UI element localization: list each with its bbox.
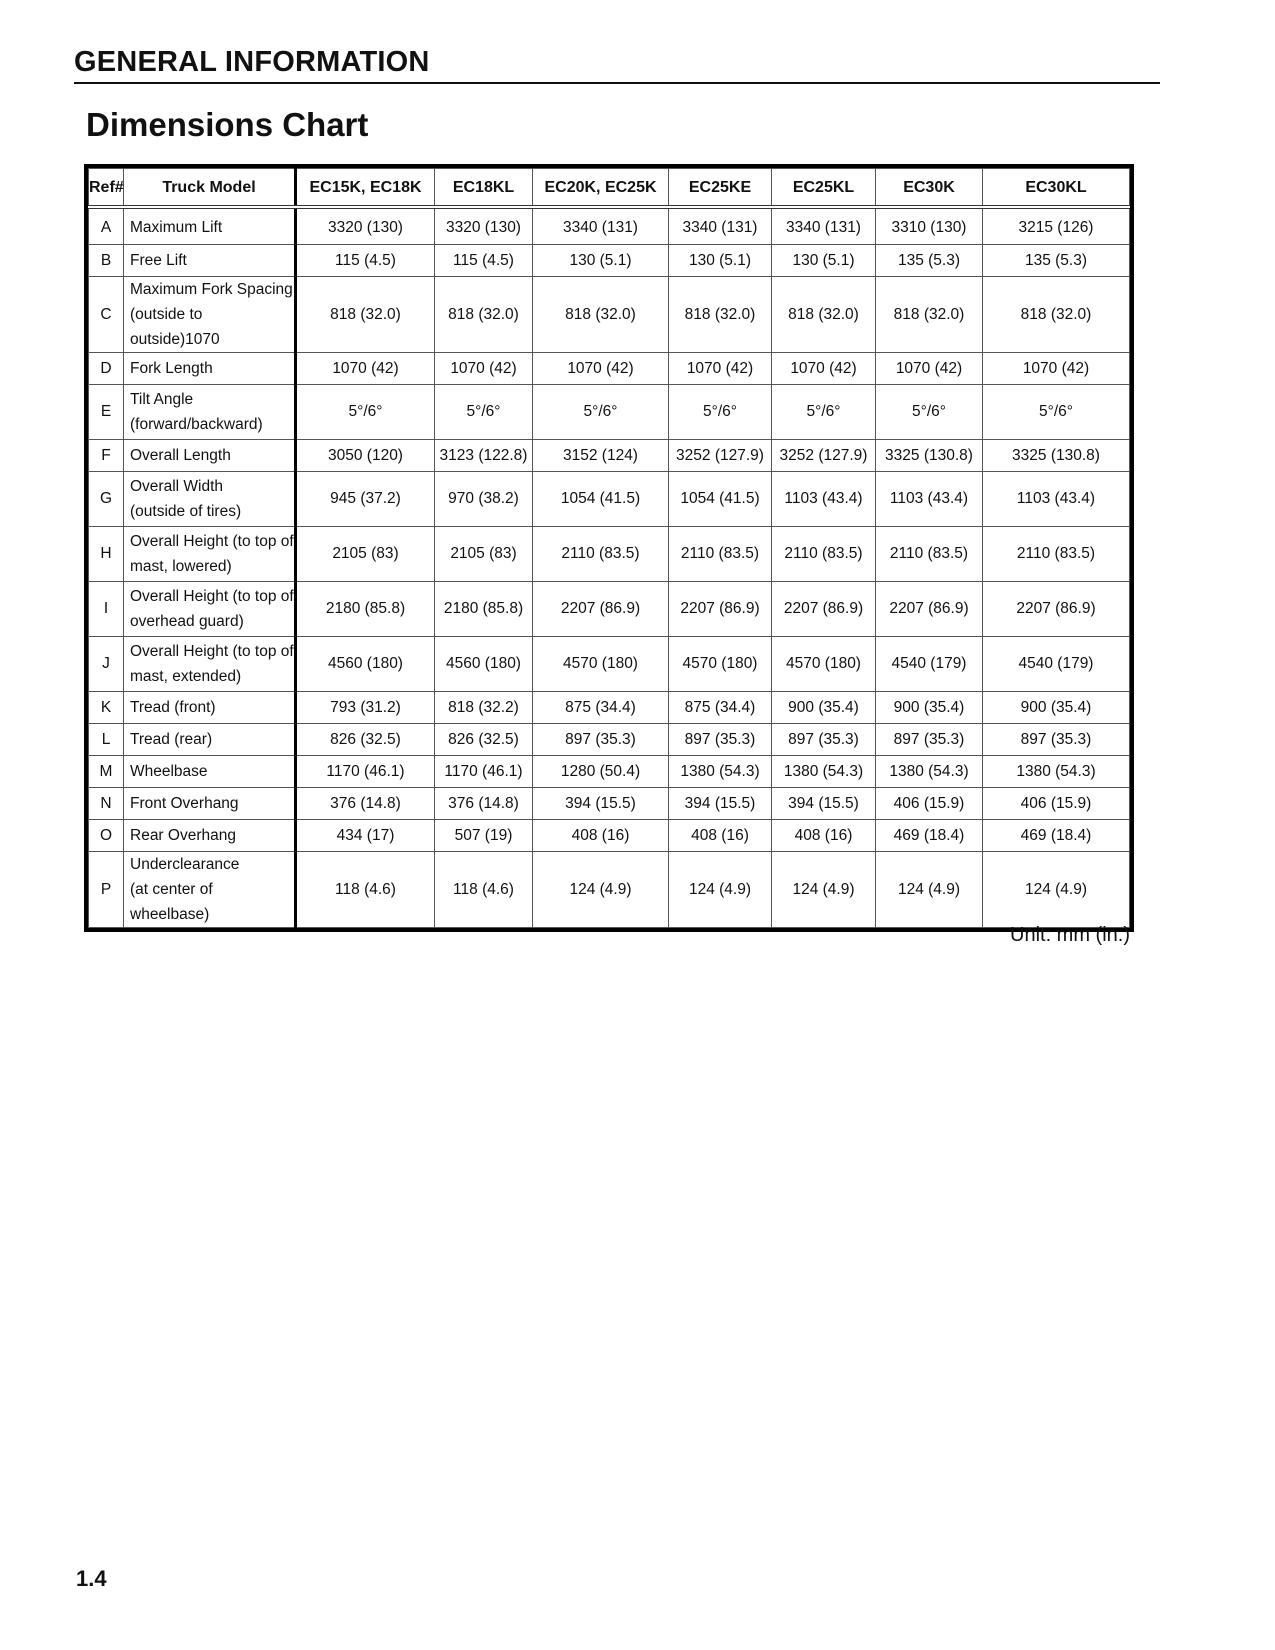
ref-cell: J bbox=[89, 636, 124, 691]
value-cell: 5°/6° bbox=[983, 384, 1130, 439]
value-cell: 2110 (83.5) bbox=[772, 526, 876, 581]
description-line: Maximum Fork Spacing bbox=[130, 280, 293, 298]
value-cell: 2110 (83.5) bbox=[983, 526, 1130, 581]
description-line: Overall Height (to top of bbox=[130, 642, 294, 660]
description-line: (outside of tires) bbox=[130, 502, 242, 520]
value-cell: 4570 (180) bbox=[669, 636, 772, 691]
column-header-model: EC18KL bbox=[435, 169, 533, 208]
value-cell: 2207 (86.9) bbox=[983, 581, 1130, 636]
value-cell: 2105 (83) bbox=[296, 526, 435, 581]
value-cell: 4540 (179) bbox=[983, 636, 1130, 691]
description-line: Maximum Lift bbox=[130, 219, 223, 237]
dimension-description-cell bbox=[124, 581, 296, 636]
ref-cell: A bbox=[89, 207, 124, 244]
value-cell: 818 (32.2) bbox=[435, 691, 533, 723]
value-cell: 1103 (43.4) bbox=[983, 471, 1130, 526]
value-cell: 3310 (130) bbox=[876, 207, 983, 244]
section-header bbox=[74, 44, 1160, 84]
value-cell: 818 (32.0) bbox=[983, 276, 1130, 352]
value-cell: 408 (16) bbox=[772, 819, 876, 851]
value-cell: 376 (14.8) bbox=[296, 787, 435, 819]
dimension-description-cell bbox=[124, 384, 296, 439]
value-cell: 826 (32.5) bbox=[296, 723, 435, 755]
dimension-description-cell bbox=[124, 636, 296, 691]
value-cell: 900 (35.4) bbox=[983, 691, 1130, 723]
dimension-description-cell bbox=[124, 207, 296, 244]
description-line: (outside to outside)1070 bbox=[130, 305, 220, 348]
value-cell: 135 (5.3) bbox=[983, 244, 1130, 276]
value-cell: 3325 (130.8) bbox=[876, 439, 983, 471]
table-row bbox=[89, 581, 1130, 636]
value-cell: 408 (16) bbox=[533, 819, 669, 851]
column-header-model: EC30K bbox=[876, 169, 983, 208]
value-cell: 875 (34.4) bbox=[533, 691, 669, 723]
value-cell: 124 (4.9) bbox=[983, 851, 1130, 927]
value-cell: 1070 (42) bbox=[533, 352, 669, 384]
value-cell: 115 (4.5) bbox=[435, 244, 533, 276]
value-cell: 406 (15.9) bbox=[983, 787, 1130, 819]
description-line: Overall Height (to top of bbox=[130, 532, 294, 550]
value-cell: 124 (4.9) bbox=[772, 851, 876, 927]
value-cell: 1103 (43.4) bbox=[772, 471, 876, 526]
value-cell: 1070 (42) bbox=[772, 352, 876, 384]
dimension-description-cell bbox=[124, 352, 296, 384]
table-row bbox=[89, 439, 1130, 471]
value-cell: 3123 (122.8) bbox=[435, 439, 533, 471]
description-line: Wheelbase bbox=[130, 762, 208, 780]
value-cell: 130 (5.1) bbox=[533, 244, 669, 276]
description-line: Rear Overhang bbox=[130, 826, 236, 844]
value-cell: 394 (15.5) bbox=[772, 787, 876, 819]
value-cell: 5°/6° bbox=[533, 384, 669, 439]
table-header-row bbox=[89, 169, 1130, 208]
value-cell: 1380 (54.3) bbox=[669, 755, 772, 787]
value-cell: 1070 (42) bbox=[296, 352, 435, 384]
description-line: Free Lift bbox=[130, 251, 187, 269]
dimensions-table bbox=[88, 168, 1130, 928]
dimension-description-cell bbox=[124, 471, 296, 526]
table-row bbox=[89, 755, 1130, 787]
value-cell: 1070 (42) bbox=[983, 352, 1130, 384]
value-cell: 394 (15.5) bbox=[533, 787, 669, 819]
ref-cell: G bbox=[89, 471, 124, 526]
column-header-truck-model: Truck Model bbox=[124, 169, 296, 208]
value-cell: 5°/6° bbox=[435, 384, 533, 439]
table-row bbox=[89, 787, 1130, 819]
description-line: mast, extended) bbox=[130, 667, 242, 685]
table-row bbox=[89, 384, 1130, 439]
value-cell: 1070 (42) bbox=[435, 352, 533, 384]
table-body bbox=[89, 207, 1130, 927]
page-title: Dimensions Chart bbox=[86, 106, 369, 143]
dimension-description-cell bbox=[124, 787, 296, 819]
value-cell: 507 (19) bbox=[435, 819, 533, 851]
dimension-description-cell bbox=[124, 819, 296, 851]
description-line: mast, lowered) bbox=[130, 557, 232, 575]
table-row bbox=[89, 276, 1130, 352]
value-cell: 2110 (83.5) bbox=[876, 526, 983, 581]
value-cell: 434 (17) bbox=[296, 819, 435, 851]
value-cell: 1054 (41.5) bbox=[533, 471, 669, 526]
value-cell: 818 (32.0) bbox=[669, 276, 772, 352]
value-cell: 1054 (41.5) bbox=[669, 471, 772, 526]
ref-cell: D bbox=[89, 352, 124, 384]
dimension-description-cell bbox=[124, 526, 296, 581]
ref-cell: H bbox=[89, 526, 124, 581]
value-cell: 818 (32.0) bbox=[533, 276, 669, 352]
value-cell: 897 (35.3) bbox=[876, 723, 983, 755]
table-row bbox=[89, 207, 1130, 244]
ref-cell: I bbox=[89, 581, 124, 636]
value-cell: 2207 (86.9) bbox=[533, 581, 669, 636]
ref-cell: O bbox=[89, 819, 124, 851]
value-cell: 1070 (42) bbox=[669, 352, 772, 384]
table-row bbox=[89, 244, 1130, 276]
value-cell: 3320 (130) bbox=[296, 207, 435, 244]
description-line: (at center of wheelbase) bbox=[130, 880, 213, 923]
column-header-model: EC20K, EC25K bbox=[533, 169, 669, 208]
value-cell: 793 (31.2) bbox=[296, 691, 435, 723]
value-cell: 408 (16) bbox=[669, 819, 772, 851]
page-number: 1.4 bbox=[76, 1566, 107, 1591]
dimension-description-cell bbox=[124, 851, 296, 927]
value-cell: 2180 (85.8) bbox=[435, 581, 533, 636]
value-cell: 897 (35.3) bbox=[772, 723, 876, 755]
value-cell: 3340 (131) bbox=[533, 207, 669, 244]
value-cell: 1380 (54.3) bbox=[983, 755, 1130, 787]
value-cell: 5°/6° bbox=[772, 384, 876, 439]
value-cell: 5°/6° bbox=[876, 384, 983, 439]
value-cell: 124 (4.9) bbox=[533, 851, 669, 927]
table-row bbox=[89, 851, 1130, 927]
value-cell: 3340 (131) bbox=[669, 207, 772, 244]
value-cell: 4570 (180) bbox=[533, 636, 669, 691]
value-cell: 1103 (43.4) bbox=[876, 471, 983, 526]
value-cell: 3320 (130) bbox=[435, 207, 533, 244]
column-header-model: EC15K, EC18K bbox=[296, 169, 435, 208]
value-cell: 900 (35.4) bbox=[772, 691, 876, 723]
value-cell: 897 (35.3) bbox=[669, 723, 772, 755]
dimensions-table-container bbox=[84, 164, 1134, 932]
value-cell: 135 (5.3) bbox=[876, 244, 983, 276]
description-line: Tilt Angle bbox=[130, 390, 194, 408]
value-cell: 115 (4.5) bbox=[296, 244, 435, 276]
ref-cell: L bbox=[89, 723, 124, 755]
dimension-description-cell bbox=[124, 439, 296, 471]
value-cell: 897 (35.3) bbox=[983, 723, 1130, 755]
description-line: Overall Length bbox=[130, 446, 231, 464]
table-row bbox=[89, 819, 1130, 851]
value-cell: 118 (4.6) bbox=[296, 851, 435, 927]
column-header-model: EC25KL bbox=[772, 169, 876, 208]
value-cell: 2110 (83.5) bbox=[669, 526, 772, 581]
value-cell: 4570 (180) bbox=[772, 636, 876, 691]
value-cell: 2110 (83.5) bbox=[533, 526, 669, 581]
value-cell: 1170 (46.1) bbox=[435, 755, 533, 787]
value-cell: 1070 (42) bbox=[876, 352, 983, 384]
value-cell: 118 (4.6) bbox=[435, 851, 533, 927]
value-cell: 2207 (86.9) bbox=[669, 581, 772, 636]
value-cell: 875 (34.4) bbox=[669, 691, 772, 723]
value-cell: 124 (4.9) bbox=[876, 851, 983, 927]
section-title: GENERAL INFORMATION bbox=[74, 46, 430, 78]
dimension-description-cell bbox=[124, 276, 296, 352]
description-line: Tread (front) bbox=[130, 698, 216, 716]
column-header-model: EC25KE bbox=[669, 169, 772, 208]
value-cell: 818 (32.0) bbox=[435, 276, 533, 352]
ref-cell: K bbox=[89, 691, 124, 723]
value-cell: 2180 (85.8) bbox=[296, 581, 435, 636]
value-cell: 818 (32.0) bbox=[876, 276, 983, 352]
value-cell: 4540 (179) bbox=[876, 636, 983, 691]
ref-cell: P bbox=[89, 851, 124, 927]
value-cell: 945 (37.2) bbox=[296, 471, 435, 526]
value-cell: 1280 (50.4) bbox=[533, 755, 669, 787]
description-line: Overall Height (to top of bbox=[130, 587, 294, 605]
description-line: Overall Width bbox=[130, 477, 224, 495]
value-cell: 2105 (83) bbox=[435, 526, 533, 581]
description-line: Underclearance bbox=[130, 855, 240, 873]
value-cell: 1170 (46.1) bbox=[296, 755, 435, 787]
value-cell: 970 (38.2) bbox=[435, 471, 533, 526]
dimension-description-cell bbox=[124, 244, 296, 276]
table-row bbox=[89, 691, 1130, 723]
value-cell: 818 (32.0) bbox=[772, 276, 876, 352]
table-row bbox=[89, 471, 1130, 526]
value-cell: 469 (18.4) bbox=[876, 819, 983, 851]
value-cell: 4560 (180) bbox=[435, 636, 533, 691]
value-cell: 394 (15.5) bbox=[669, 787, 772, 819]
ref-cell: E bbox=[89, 384, 124, 439]
value-cell: 2207 (86.9) bbox=[772, 581, 876, 636]
value-cell: 4560 (180) bbox=[296, 636, 435, 691]
column-header-model: EC30KL bbox=[983, 169, 1130, 208]
table-row bbox=[89, 526, 1130, 581]
value-cell: 3252 (127.9) bbox=[669, 439, 772, 471]
table-row bbox=[89, 723, 1130, 755]
description-line: Fork Length bbox=[130, 359, 213, 377]
value-cell: 3325 (130.8) bbox=[983, 439, 1130, 471]
ref-cell: M bbox=[89, 755, 124, 787]
value-cell: 3152 (124) bbox=[533, 439, 669, 471]
description-line: Tread (rear) bbox=[130, 730, 213, 748]
description-line: Front Overhang bbox=[130, 794, 239, 812]
ref-cell: B bbox=[89, 244, 124, 276]
value-cell: 376 (14.8) bbox=[435, 787, 533, 819]
value-cell: 3050 (120) bbox=[296, 439, 435, 471]
value-cell: 3252 (127.9) bbox=[772, 439, 876, 471]
value-cell: 900 (35.4) bbox=[876, 691, 983, 723]
value-cell: 2207 (86.9) bbox=[876, 581, 983, 636]
ref-cell: F bbox=[89, 439, 124, 471]
ref-cell: C bbox=[89, 276, 124, 352]
value-cell: 826 (32.5) bbox=[435, 723, 533, 755]
value-cell: 469 (18.4) bbox=[983, 819, 1130, 851]
dimension-description-cell bbox=[124, 755, 296, 787]
value-cell: 124 (4.9) bbox=[669, 851, 772, 927]
dimension-description-cell bbox=[124, 723, 296, 755]
column-header-ref: Ref# bbox=[89, 169, 124, 208]
description-line: (forward/backward) bbox=[130, 415, 263, 433]
ref-cell: N bbox=[89, 787, 124, 819]
value-cell: 130 (5.1) bbox=[772, 244, 876, 276]
value-cell: 130 (5.1) bbox=[669, 244, 772, 276]
table-row bbox=[89, 352, 1130, 384]
value-cell: 1380 (54.3) bbox=[876, 755, 983, 787]
value-cell: 5°/6° bbox=[669, 384, 772, 439]
value-cell: 897 (35.3) bbox=[533, 723, 669, 755]
table-row bbox=[89, 636, 1130, 691]
value-cell: 1380 (54.3) bbox=[772, 755, 876, 787]
value-cell: 3340 (131) bbox=[772, 207, 876, 244]
value-cell: 818 (32.0) bbox=[296, 276, 435, 352]
unit-note: Unit: mm (in.) bbox=[1010, 924, 1130, 946]
value-cell: 5°/6° bbox=[296, 384, 435, 439]
dimension-description-cell bbox=[124, 691, 296, 723]
value-cell: 3215 (126) bbox=[983, 207, 1130, 244]
value-cell: 406 (15.9) bbox=[876, 787, 983, 819]
description-line: overhead guard) bbox=[130, 612, 244, 630]
